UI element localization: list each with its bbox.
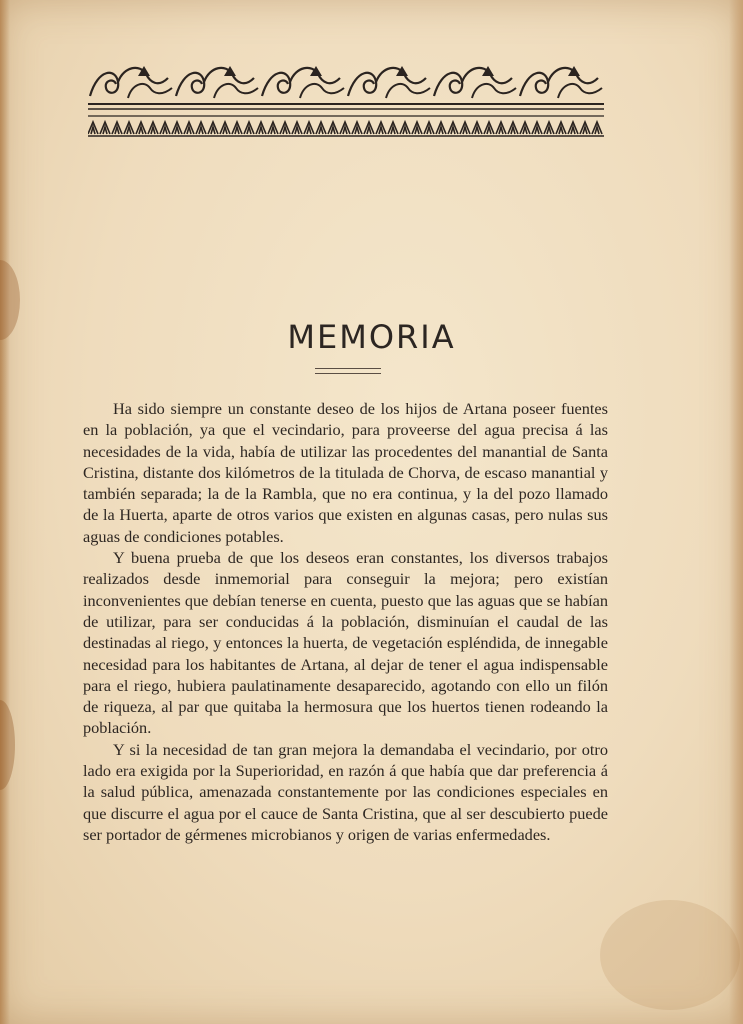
paragraph: Y buena prueba de que los deseos eran constantes, los diversos trabajos realizados desde inmemorial para conseguir la mejora; pero existían inconvenientes que debían tenerse en cuenta, puesto que las aguas que se habían de utilizar, para ser conducidas á la población, disminuían el caudal de las destinadas al riego, y entonces la huerta, de vegetación espléndida, de innegable necesidad para los habitantes de Artana, al dejar de tener el agua indispensable para el riego, hubiera paulatinamente desaparecido, agotando con ello un filón de riqueza, al par que quitaba la hermosura que los huertos tienen rodeando la población. [83, 548, 608, 738]
paragraph: Ha sido siempre un constante deseo de los hijos de Artana poseer fuentes en la población, ya que el vecindario, para proveerse del agua precisa á las necesidades de la vida, había de utilizar las procedentes del manantial de Santa Cristina, distante dos kilómetros de la titulada de Chorva, de escaso manantial y también separada; la de la Rambla, que no era continua, y la del pozo llamado de la Huerta, aparte de otros varios que existen en algunas casas, pero nulas sus aguas de condiciones potables. [83, 399, 608, 546]
paper-stain [0, 700, 15, 790]
paper-stain [600, 900, 740, 1010]
page-title: MEMORIA [287, 318, 456, 356]
page-edge-right [729, 0, 743, 1024]
paragraph: Y si la necesidad de tan gran mejora la demandaba el vecindario, por otro lado era exigida por la Superioridad, en razón á que había que dar preferencia á la salud pública, amenazada constantemente por las condiciones especiales en que discurre el agua por el cauce de Santa Cristina, que al ser descubierto puede ser portador de gérmenes microbianos y origen de varias enfermedades. [83, 739, 608, 844]
body-text [83, 398, 608, 845]
decorative-border-ornament [88, 58, 608, 142]
page-edge-left [0, 0, 10, 1024]
title-rule [315, 368, 381, 374]
